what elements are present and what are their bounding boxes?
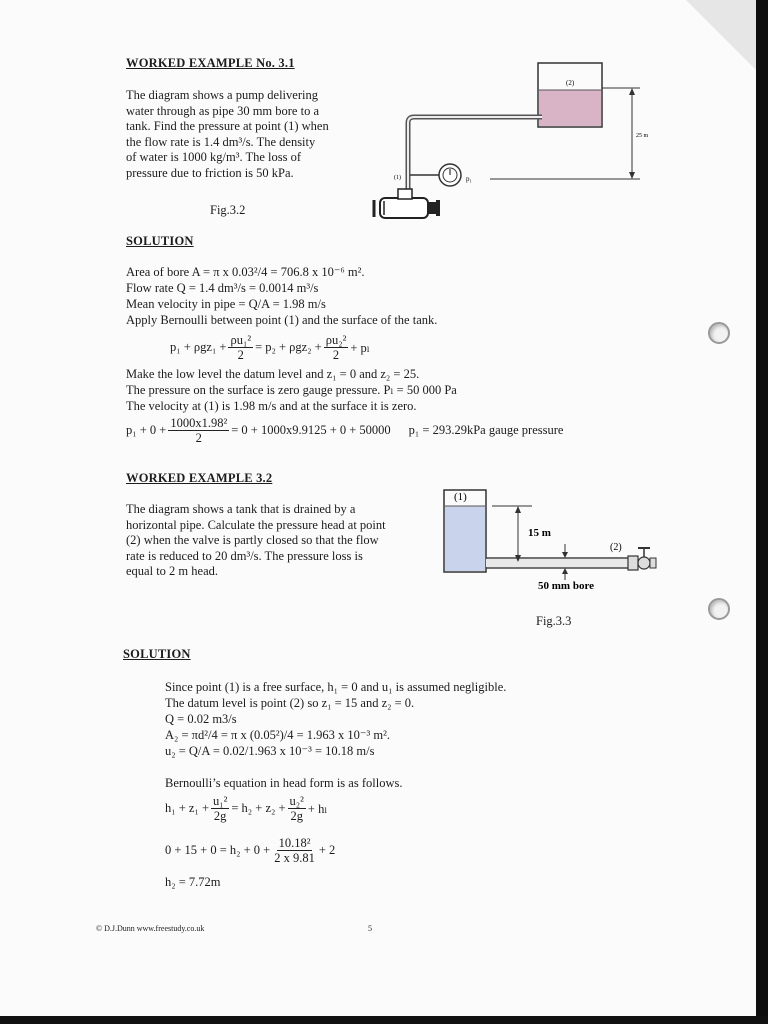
example-2-problem bbox=[126, 502, 422, 580]
folded-corner bbox=[686, 0, 756, 70]
solution-line-area: Area of bore A = π x 0.03²/4 = 706.8 x 10⁻⁶ m². bbox=[126, 265, 365, 279]
result-answer: p₁ = 293.29kPa gauge pressure bbox=[408, 423, 564, 437]
result-equation: p₁ + 0 + $\frac{\text{1000x1.98²}}{2}$ = 0 + 1000x9.9125 + 0 + 50000 p₁ = 293.29kPa gauge pressure bbox=[126, 416, 564, 445]
problem-line: of water is 1000 kg/m³. The loss of bbox=[126, 150, 302, 164]
head-form-intro: Bernoulli’s equation in head form is as follows. bbox=[165, 776, 403, 790]
example-2-solution-heading: SOLUTION bbox=[123, 647, 191, 661]
solution-line-area: A₂ = πd²/4 = π x (0.05²)/4 = 1.963 x 10⁻³ m². bbox=[165, 728, 390, 742]
pump-body bbox=[380, 198, 428, 218]
scan-edge-right bbox=[756, 0, 768, 1024]
punch-hole-top bbox=[708, 322, 730, 344]
gauge-p1-label: p₁ bbox=[466, 175, 472, 183]
point-1-label: (1) bbox=[394, 175, 401, 181]
problem-line: The diagram shows a pump delivering bbox=[126, 88, 318, 102]
problem-line: rate is reduced to 20 dm³/s. The pressure loss is bbox=[126, 548, 363, 563]
problem-line: (2) when the valve is partly closed so that the flow bbox=[126, 533, 379, 547]
bore-label: 50 mm bore bbox=[538, 580, 595, 592]
point-2-label: (2) bbox=[610, 542, 622, 553]
page-number: 5 bbox=[368, 924, 372, 933]
problem-line: water through as pipe 30 mm bore to a bbox=[126, 103, 320, 118]
height-25m-label: 25 m bbox=[636, 133, 649, 139]
problem-line: the flow rate is 1.4 dm³/s. The density bbox=[126, 134, 316, 149]
point-1-label: (1) bbox=[454, 491, 467, 503]
figure-3-2-caption: Fig.3.2 bbox=[210, 203, 246, 217]
solution-line-datum: Make the low level the datum level and z₁ = 0 and z₂ = 25. bbox=[126, 367, 420, 381]
figure-3-2-pump-diagram bbox=[370, 55, 660, 230]
solution-line-surface-pressure: The pressure on the surface is zero gauge pressure. Pₗ = 50 000 Pa bbox=[126, 383, 457, 397]
problem-line: pressure due to friction is 50 kPa. bbox=[126, 165, 294, 180]
scan-edge-bottom bbox=[0, 1016, 768, 1024]
solution-line-velocity-points: The velocity at (1) is 1.98 m/s and at the surface it is zero. bbox=[126, 399, 417, 413]
point-2-label: (2) bbox=[566, 79, 575, 87]
solution-line-velocity: u₂ = Q/A = 0.02/1.963 x 10⁻³ = 10.18 m/s bbox=[165, 744, 375, 758]
pipe bbox=[486, 559, 630, 567]
final-answer: h₂ = 7.72m bbox=[165, 875, 221, 889]
figure-3-3-tank-diagram bbox=[440, 486, 670, 601]
problem-line: tank. Find the pressure at point (1) when bbox=[126, 119, 329, 133]
figure-3-3-caption: Fig.3.3 bbox=[536, 614, 572, 628]
height-15m-label: 15 m bbox=[528, 527, 551, 539]
example-1-solution-heading: SOLUTION bbox=[126, 234, 194, 248]
problem-line: equal to 2 m head. bbox=[126, 564, 218, 578]
solution-line-datum: The datum level is point (2) so z₁ = 15 and z₂ = 0. bbox=[165, 696, 415, 710]
solution-line-bernoulli-intro: Apply Bernoulli between point (1) and the surface of the tank. bbox=[126, 313, 438, 327]
tank-water bbox=[539, 90, 601, 126]
problem-line: horizontal pipe. Calculate the pressure head at point bbox=[126, 517, 386, 532]
example-1-problem bbox=[126, 88, 364, 181]
bernoulli-head-equation: h₁ + z₁ + $\frac{\text{u₁²}}{2g}$ = h₂ + z₂ + $\frac{\text{u₂²}}{2g}$ + hₗ bbox=[165, 794, 328, 823]
solution-line-flow: Q = 0.02 m3/s bbox=[165, 712, 237, 726]
example-1-heading: WORKED EXAMPLE No. 3.1 bbox=[126, 56, 295, 70]
solution-line-free-surface: Since point (1) is a free surface, h₁ = 0 and u₁ is assumed negligible. bbox=[165, 680, 507, 694]
valve bbox=[628, 556, 638, 570]
substituted-equation: 0 + 15 + 0 = h₂ + 0 + $\frac{\text{10.18²}}{2 x 9.81}$ + 2 bbox=[165, 836, 336, 865]
footer-credit: © D.J.Dunn www.freestudy.co.uk bbox=[96, 924, 205, 933]
solution-line-velocity: Mean velocity in pipe = Q/A = 1.98 m/s bbox=[126, 297, 326, 311]
punch-hole-bottom bbox=[708, 598, 730, 620]
bernoulli-pressure-equation: p₁ + ρgz₁ + $\frac{\text{ρu₁²}}{2}$ = p₂ + ρgz₂ + $\frac{\text{ρu₂²}}{2}$ + pₗ bbox=[170, 333, 370, 362]
solution-line-flow: Flow rate Q = 1.4 dm³/s = 0.0014 m³/s bbox=[126, 281, 319, 295]
problem-line: The diagram shows a tank that is drained by a bbox=[126, 502, 356, 516]
tank-water bbox=[445, 506, 485, 571]
example-2-heading: WORKED EXAMPLE 3.2 bbox=[126, 471, 273, 485]
